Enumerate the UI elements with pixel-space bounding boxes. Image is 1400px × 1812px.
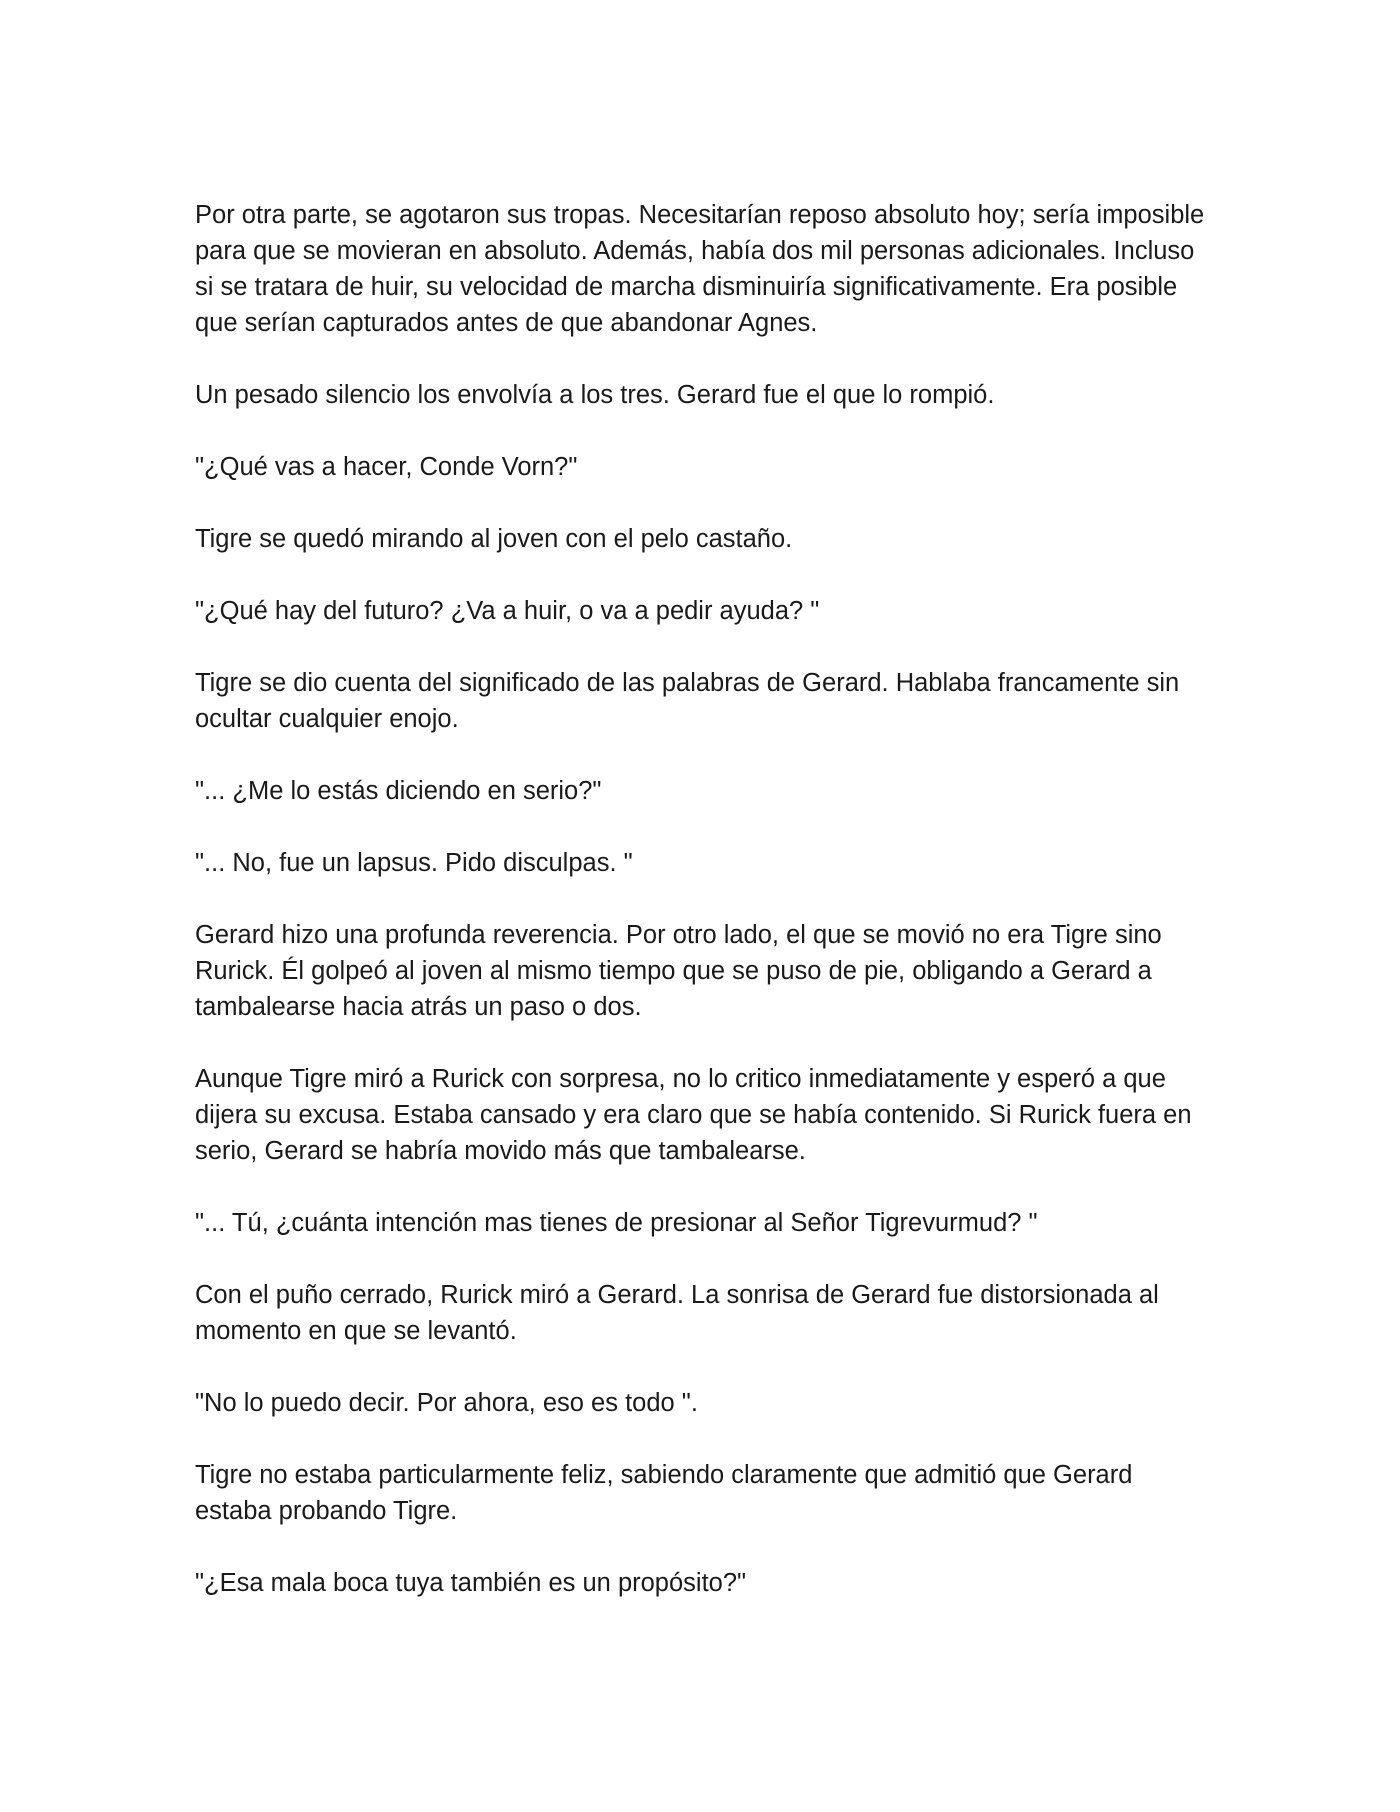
body-text [195, 197, 1215, 1637]
paragraph: "... No, fue un lapsus. Pido disculpas. " [195, 849, 633, 877]
paragraph: "... ¿Me lo estás diciendo en serio?" [195, 777, 602, 805]
paragraph: Un pesado silencio los envolvía a los tres. Gerard fue el que lo rompió. [195, 381, 995, 409]
paragraph: Por otra parte, se agotaron sus tropas. Necesitarían reposo absoluto hoy; sería imposible para que se movieran en absoluto. Además, había dos mil personas adicionales. Incluso si se tratara de huir, su velocidad de marcha disminuiría significativamente. Era posible que serían capturados antes de que abandonar Agnes. [195, 201, 1205, 337]
paragraph: Con el puño cerrado, Rurick miró a Gerard. La sonrisa de Gerard fue distorsionada al momento en que se levantó. [195, 1281, 1159, 1345]
paragraph: Tigre no estaba particularmente feliz, sabiendo claramente que admitió que Gerard estaba probando Tigre. [195, 1461, 1133, 1525]
paragraph: "¿Esa mala boca tuya también es un propósito?" [195, 1569, 747, 1597]
paragraph: Tigre se quedó mirando al joven con el pelo castaño. [195, 525, 793, 553]
paragraph: Aunque Tigre miró a Rurick con sorpresa, no lo critico inmediatamente y esperó a que dijera su excusa. Estaba cansado y era claro que se había contenido. Si Rurick fuera en serio, Gerard se habría movido más que tambalearse. [195, 1065, 1192, 1165]
paragraph: "No lo puedo decir. Por ahora, eso es todo ". [195, 1389, 698, 1417]
paragraph: Tigre se dio cuenta del significado de las palabras de Gerard. Hablaba francamente sin ocultar cualquier enojo. [195, 669, 1180, 733]
paragraph: Gerard hizo una profunda reverencia. Por otro lado, el que se movió no era Tigre sino Rurick. Él golpeó al joven al mismo tiempo que se puso de pie, obligando a Gerard a tambalearse hacia atrás un paso o dos. [195, 921, 1162, 1021]
paragraph: "... Tú, ¿cuánta intención mas tienes de presionar al Señor Tigrevurmud? " [195, 1209, 1038, 1237]
paragraph: "¿Qué hay del futuro? ¿Va a huir, o va a pedir ayuda? " [195, 597, 820, 625]
paragraph: "¿Qué vas a hacer, Conde Vorn?" [195, 453, 578, 481]
